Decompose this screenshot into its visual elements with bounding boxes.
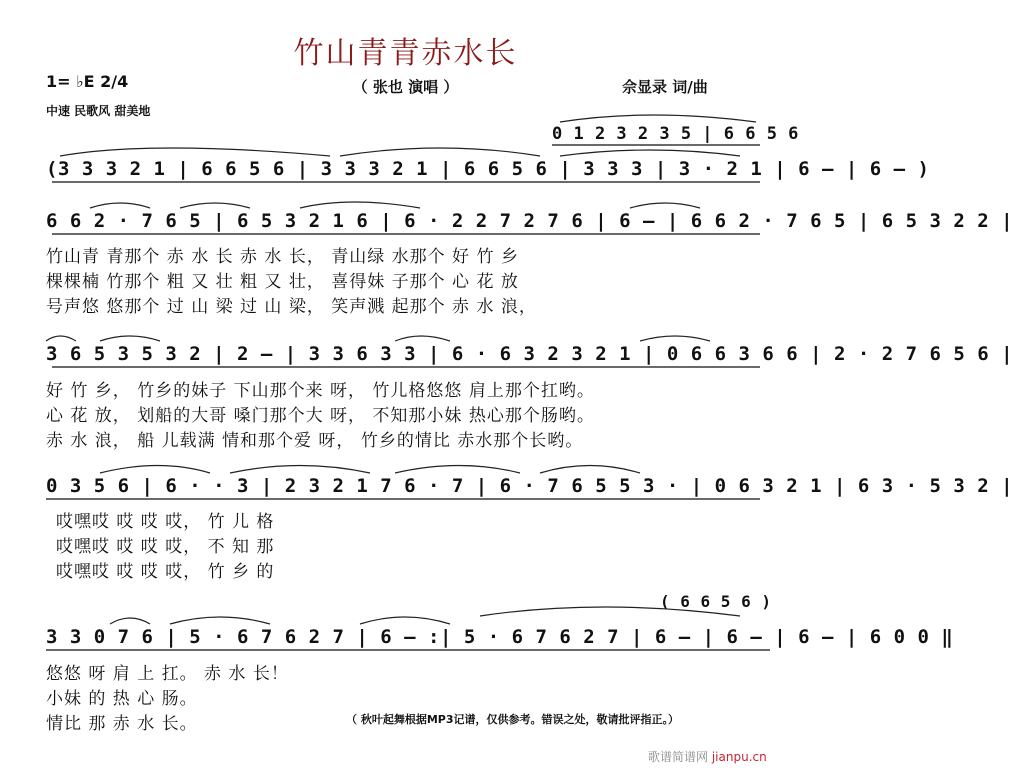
slur-arc — [300, 202, 420, 208]
transcription-note: （ 秋叶起舞根据MP3记谱，仅供参考。错误之处，敬请批评指正。） — [346, 713, 679, 726]
watermark-right: jianpu.cn — [711, 750, 767, 764]
slur-arc — [110, 618, 150, 624]
lyric-row-3-verse-1: 哎嘿哎 哎 哎 哎， 竹 儿 格 — [56, 512, 275, 532]
lyric-row-3-verse-3: 哎嘿哎 哎 哎 哎， 竹 乡 的 — [56, 562, 275, 582]
slur-arc — [100, 466, 210, 474]
score-row-3: 0 3 5 6 | 6 · · 3 | 2 3 2 1 7 6 · 7 | 6 · 7 6 5 5 3 · | 0 6 3 2 1 | 6 3 · 5 3 2 | — [46, 475, 1013, 497]
performer-subtitle: （ 张也 演唱 ） — [352, 78, 459, 96]
intro-pickup: 0 1 2 3 2 3 5 | 6 6 5 6 — [552, 124, 799, 144]
lyric-row-4-verse-2: 小妹 的 热 心 肠。 — [46, 689, 198, 709]
slur-arc — [46, 336, 76, 341]
song-title: 竹山青青赤水长 — [293, 36, 518, 71]
lyric-row-3-verse-2: 哎嘿哎 哎 哎 哎， 不 知 那 — [56, 537, 275, 557]
slur-arc — [100, 336, 160, 341]
tempo-marking: 中速 民歌风 甜美地 — [46, 104, 151, 118]
slur-arc — [360, 617, 450, 624]
key-signature: 1= ♭E 2/4 — [46, 72, 129, 91]
lyric-row-1-verse-2: 棵棵楠 竹那个 粗 又 壮 粗 又 壮， 喜得妹 子那个 心 花 放 — [46, 272, 519, 292]
alt-ending: ( 6 6 5 6 ) — [660, 592, 772, 611]
slur-arc — [540, 466, 640, 474]
slur-arc — [640, 336, 710, 341]
intro-line: (3 3 3 2 1 | 6 6 5 6 | 3 3 3 2 1 | 6 6 5 6 | 3 3 3 | 3 · 2 1 | 6 – | 6 – ) — [46, 158, 930, 180]
lyric-row-1-verse-3: 号声悠 悠那个 过 山 梁 过 山 梁， 笑声溅 起那个 赤 水 浪， — [46, 297, 537, 317]
lyric-row-2-verse-2: 心 花 放， 划船的大哥 嗓门那个大 呀， 不知那小妹 热心那个肠哟。 — [46, 406, 595, 426]
slur-arc — [395, 466, 520, 474]
slur-arc — [60, 148, 330, 156]
slur-arc — [170, 617, 270, 624]
composer-credit: 佘显录 词/曲 — [622, 78, 708, 96]
slur-arc — [560, 150, 740, 156]
slur-arc — [90, 203, 150, 208]
slur-arc — [630, 203, 700, 208]
slur-arc — [230, 466, 370, 474]
site-watermark — [648, 748, 767, 765]
score-row-2: 3 6 5 3 5 3 2 | 2 – | 3 3 6 3 3 | 6 · 6 3 2 3 2 1 | 0 6 6 3 6 6 | 2 · 2 7 6 5 6 | — [46, 343, 1013, 365]
slur-arc — [180, 203, 250, 208]
lyric-row-4-verse-3: 情比 那 赤 水 长。 — [46, 714, 198, 734]
lyric-row-2-verse-1: 好 竹 乡， 竹乡的妹子 下山那个来 呀， 竹儿格悠悠 肩上那个扛哟。 — [46, 381, 595, 401]
score-row-4: 3 3 0 7 6 | 5 · 6 7 6 2 7 | 6 – :| 5 · 6 7 6 2 7 | 6 – | 6 – | 6 – | 6 0 0 ‖ — [46, 626, 954, 648]
lyric-row-4-verse-1: 悠悠 呀 肩 上 扛。 赤 水 长！ — [46, 664, 289, 684]
lyric-row-2-verse-3: 赤 水 浪， 船 儿载满 情和那个爱 呀， 竹乡的情比 赤水那个长哟。 — [46, 431, 584, 451]
lyric-row-1-verse-1: 竹山青 青那个 赤 水 长 赤 水 长， 青山绿 水那个 好 竹 乡 — [46, 247, 519, 267]
watermark-left: 歌谱简谱网 — [648, 750, 709, 764]
slur-arc — [340, 148, 540, 156]
slur-arc — [560, 115, 756, 122]
score-row-1: 6 6 2 · 7 6 5 | 6 5 3 2 1 6 | 6 · 2 2 7 2 7 6 | 6 – | 6 6 2 · 7 6 5 | 6 5 3 2 2 | — [46, 210, 1013, 232]
slur-arc — [395, 336, 450, 341]
